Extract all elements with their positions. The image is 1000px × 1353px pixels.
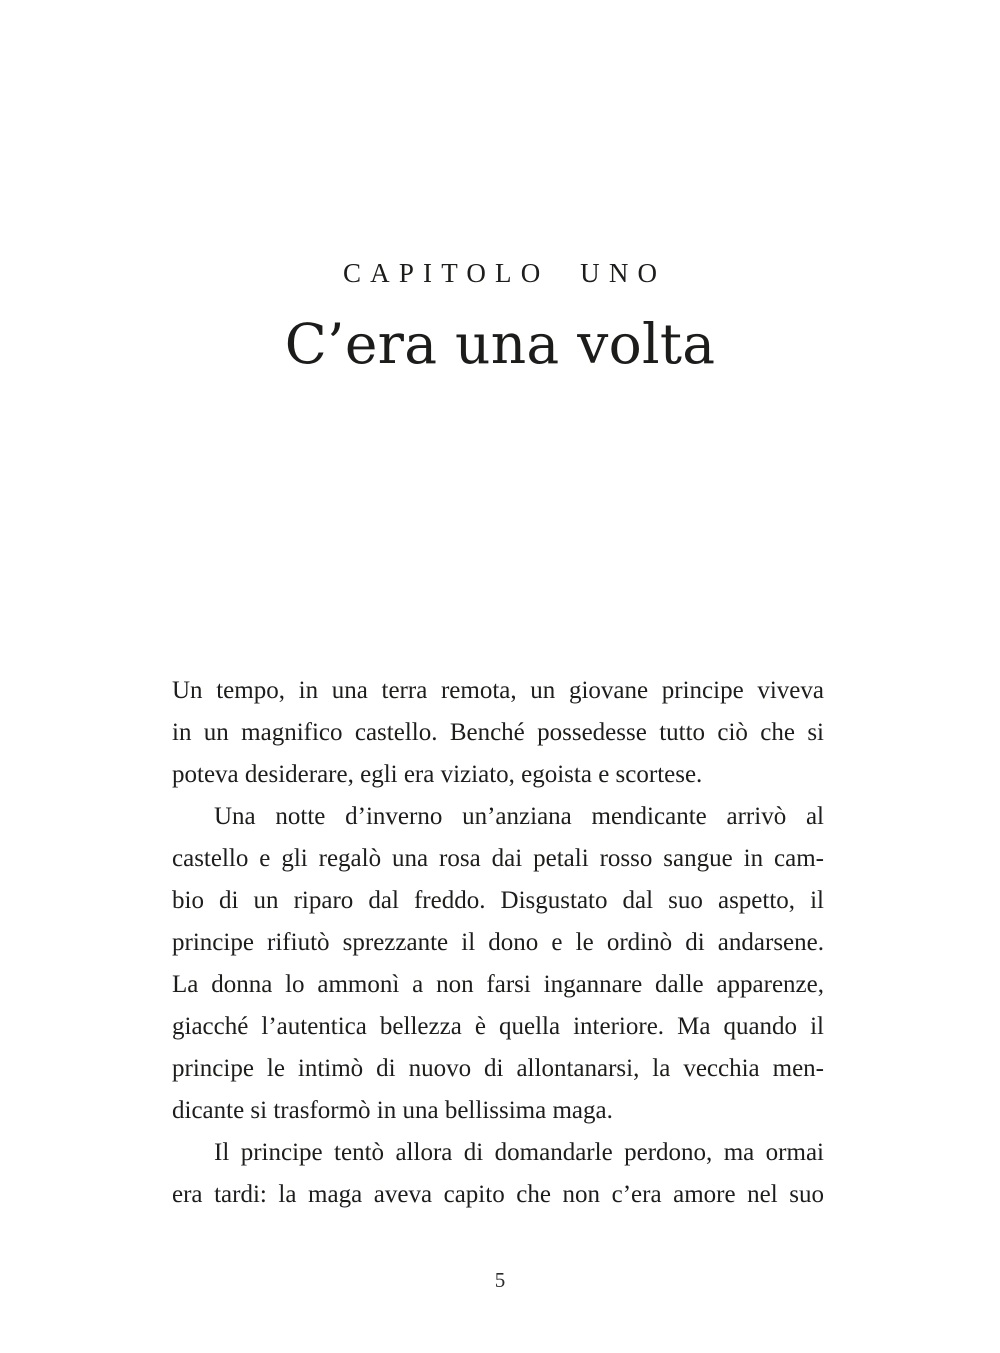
chapter-title: C’era una volta: [284, 312, 716, 376]
text-line: era tardi: la maga aveva capito che non c’era amore nel suo: [172, 1181, 824, 1208]
text-line: bio di un riparo dal freddo. Disgustato dal suo aspetto, il: [172, 887, 824, 914]
text-line: principe le intimò di nuovo di allontanarsi, la vecchia men-: [172, 1055, 824, 1082]
text-line: La donna lo ammonì a non farsi ingannare dalle apparenze,: [172, 971, 824, 998]
text-line: castello e gli regalò una rosa dai petali rosso sangue in cam-: [172, 845, 824, 872]
page-number: 5: [494, 1268, 506, 1292]
text-line: Una notte d’inverno un’anziana mendicante arrivò al: [214, 803, 824, 830]
text-line: in un magnifico castello. Benché possedesse tutto ciò che si: [172, 719, 824, 746]
text-line: Un tempo, in una terra remota, un giovane principe viveva: [172, 677, 824, 704]
text-line: giacché l’autentica bellezza è quella interiore. Ma quando il: [172, 1013, 824, 1040]
body-text: [172, 670, 824, 1216]
chapter-kicker: CAPITOLO UNO: [342, 258, 667, 288]
text-line: dicante si trasformò in una bellissima maga.: [172, 1097, 613, 1124]
text-line: principe rifiutò sprezzante il dono e le ordinò di andarsene.: [172, 929, 824, 956]
text-line: poteva desiderare, egli era viziato, egoista e scortese.: [172, 761, 703, 788]
text-line: Il principe tentò allora di domandarle perdono, ma ormai: [214, 1139, 824, 1166]
